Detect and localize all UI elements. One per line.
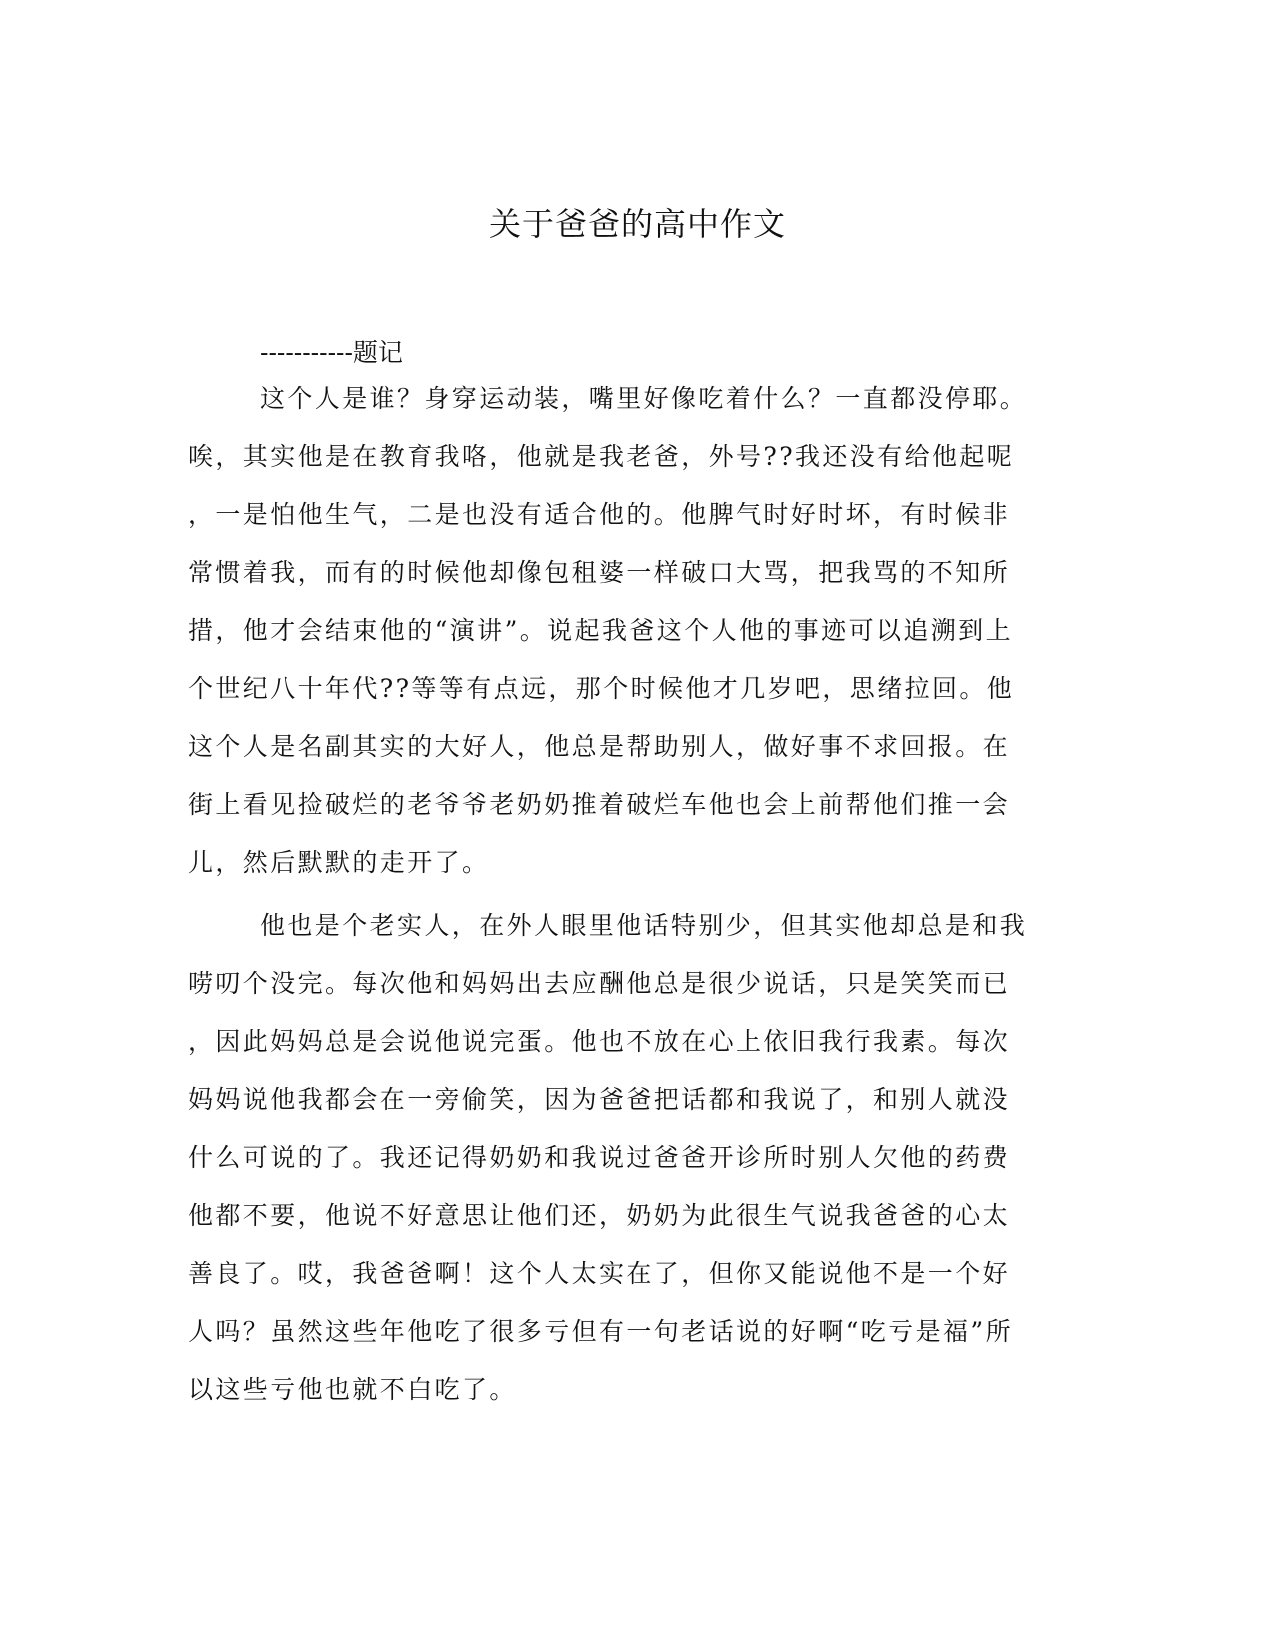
paragraph-2-line-6: 他都不要，他说不好意思让他们还，奶奶为此很生气说我爸爸的心太 xyxy=(188,1201,1011,1230)
epigraph: -----------题记 xyxy=(260,338,403,367)
paragraph-1-line-8: 街上看见捡破烂的老爷爷老奶奶推着破烂车他也会上前帮他们推一会 xyxy=(188,790,1011,819)
paragraph-2-line-9: 以这些亏他也就不白吃了。 xyxy=(188,1375,517,1404)
paragraph-1-line-6: 个世纪八十年代??等等有点远，那个时候他才几岁吧，思绪拉回。他 xyxy=(188,674,1015,703)
paragraph-2-line-4: 妈妈说他我都会在一旁偷笑，因为爸爸把话都和我说了，和别人就没 xyxy=(188,1085,1011,1114)
paragraph-1-line-1: 这个人是谁？身穿运动装，嘴里好像吃着什么？一直都没停耶。 xyxy=(260,384,1028,413)
paragraph-1-line-9: 儿，然后默默的走开了。 xyxy=(188,848,490,877)
document-title: 关于爸爸的高中作文 xyxy=(488,205,786,243)
paragraph-2-line-8: 人吗？虽然这些年他吃了很多亏但有一句老话说的好啊“吃亏是福”所 xyxy=(188,1317,1013,1346)
paragraph-2-line-1: 他也是个老实人，在外人眼里他话特别少，但其实他却总是和我 xyxy=(260,911,1028,940)
paragraph-2-line-7: 善良了。哎，我爸爸啊！这个人太实在了，但你又能说他不是一个好 xyxy=(188,1259,1011,1288)
paragraph-2-line-2: 唠叨个没完。每次他和妈妈出去应酬他总是很少说话，只是笑笑而已 xyxy=(188,969,1011,998)
paragraph-1-line-2: 唉，其实他是在教育我咯，他就是我老爸，外号??我还没有给他起呢 xyxy=(188,442,1015,471)
paragraph-1-line-5: 措，他才会结束他的“演讲”。说起我爸这个人他的事迹可以追溯到上 xyxy=(188,616,1013,645)
paragraph-1-line-4: 常惯着我，而有的时候他却像包租婆一样破口大骂，把我骂的不知所 xyxy=(188,558,1011,587)
paragraph-2-line-3: ，因此妈妈总是会说他说完蛋。他也不放在心上依旧我行我素。每次 xyxy=(188,1027,1011,1056)
paragraph-1-line-3: ，一是怕他生气，二是也没有适合他的。他脾气时好时坏，有时候非 xyxy=(188,500,1011,529)
paragraph-1-line-7: 这个人是名副其实的大好人，他总是帮助别人，做好事不求回报。在 xyxy=(188,732,1011,761)
paragraph-2-line-5: 什么可说的了。我还记得奶奶和我说过爸爸开诊所时别人欠他的药费 xyxy=(188,1143,1011,1172)
